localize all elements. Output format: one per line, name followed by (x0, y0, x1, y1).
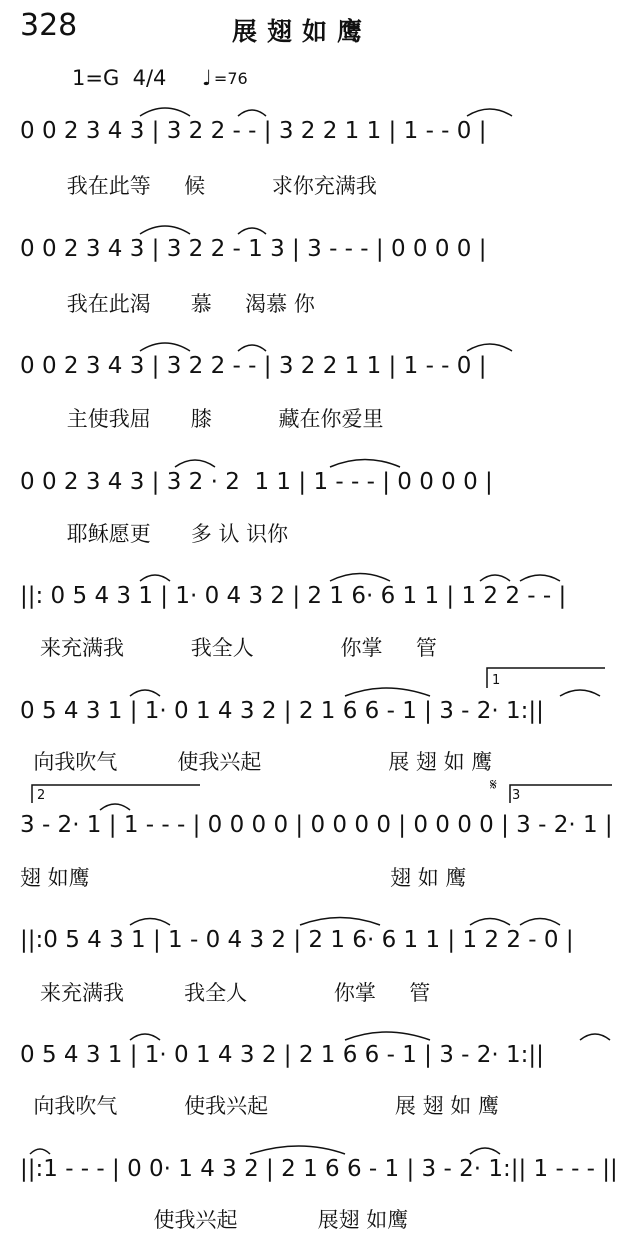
slur-mark (238, 110, 266, 116)
slur-mark (345, 1032, 430, 1040)
slur-mark (250, 1146, 345, 1154)
lyric-line-1: 我在此等 候 求你充满我 (20, 174, 377, 198)
notation-line-10: ||:1 - - - | 0 0· 1 4 3 2 | 2 1 6 6 - 1 | 3 - 2· 1:|| 1 - - - || (20, 1156, 618, 1182)
slur-mark (130, 919, 170, 926)
key-signature: 1=G 4/4 (72, 66, 167, 90)
lyric-line-2: 我在此渴 慕 渴慕 你 (20, 292, 315, 316)
notation-line-5: ||: 0 5 4 3 1 | 1· 0 4 3 2 | 2 1 6· 6 1 1 | 1 2 2 - - | (20, 583, 567, 609)
slur-mark (130, 690, 160, 696)
lyric-line-5: 来充满我 我全人 你掌 管 (20, 636, 437, 660)
slur-mark (470, 1148, 500, 1154)
slur-mark (238, 228, 266, 234)
svg-text:1: 1 (492, 673, 501, 688)
notation-line-7: 3 - 2· 1 | 1 - - - | 0 0 0 0 | 0 0 0 0 | 0 0 0 0 | 3 - 2· 1 | (20, 812, 613, 838)
song-title: 展翅如鹰 (232, 17, 373, 46)
slur-mark (140, 108, 190, 116)
tempo-value: =76 (213, 69, 248, 88)
notation-line-2: 0 0 2 3 4 3 | 3 2 2 - 1 3 | 3 - - - | 0 0 0 0 | (20, 236, 487, 262)
slur-mark (30, 1149, 50, 1154)
slur-mark (130, 1034, 160, 1040)
notation-line-9: 0 5 4 3 1 | 1· 0 1 4 3 2 | 2 1 6 6 - 1 | 3 - 2· 1:|| (20, 1042, 544, 1068)
slur-mark (140, 343, 190, 351)
slur-mark (175, 460, 215, 467)
slur-mark (140, 575, 170, 581)
lyric-line-7: 翅 如鹰 翅 如 鹰 (20, 866, 467, 890)
slur-mark (580, 1034, 610, 1040)
notation-line-8: ||:0 5 4 3 1 | 1 - 0 4 3 2 | 2 1 6· 6 1 1 | 1 2 2 - 0 | (20, 927, 574, 953)
slur-mark (560, 690, 600, 696)
notation-line-1: 0 0 2 3 4 3 | 3 2 2 - - | 3 2 2 1 1 | 1 - - 0 | (20, 118, 487, 144)
slur-mark (330, 460, 400, 468)
slur-mark (480, 575, 510, 581)
volta-bracket (32, 785, 200, 803)
slur-mark (470, 919, 510, 926)
slur-mark (467, 109, 512, 116)
slur-mark (300, 918, 380, 926)
notation-line-4: 0 0 2 3 4 3 | 3 2 · 2 1 1 | 1 - - - | 0 0 0 0 | (20, 469, 493, 495)
volta-bracket (510, 785, 612, 803)
tempo-marking (202, 66, 248, 90)
slur-mark (345, 688, 430, 696)
notation-line-6: 0 5 4 3 1 | 1· 0 1 4 3 2 | 2 1 6 6 - 1 | 3 - 2· 1:|| (20, 698, 544, 724)
slur-mark (520, 919, 560, 926)
svg-text:2: 2 (37, 788, 46, 803)
lyric-line-10: 使我兴起 展翅 如鹰 (20, 1208, 409, 1232)
lyric-line-6: 向我吹气 使我兴起 展 翅 如 鹰 (20, 750, 493, 774)
slur-mark (238, 345, 266, 351)
slur-mark (330, 574, 390, 582)
slur-mark (140, 226, 190, 234)
volta-bracket (487, 668, 605, 688)
quarter-note-icon: ♩ (202, 66, 212, 90)
slur-mark (467, 344, 512, 351)
lyric-line-9: 向我吹气 使我兴起 展 翅 如 鹰 (20, 1094, 499, 1118)
page-number: 328 (20, 8, 78, 43)
notation-line-3: 0 0 2 3 4 3 | 3 2 2 - - | 3 2 2 1 1 | 1 - - 0 | (20, 353, 487, 379)
lyric-line-8: 来充满我 我全人 你掌 管 (20, 981, 431, 1005)
lyric-line-3: 主使我屈 膝 藏在你爱里 (20, 407, 384, 431)
slur-mark (100, 804, 130, 810)
svg-text:3: 3 (512, 788, 521, 803)
svg-text:𝄋: 𝄋 (490, 775, 497, 794)
slur-mark (520, 575, 560, 581)
lyric-line-4: 耶稣愿更 多 认 识你 (20, 522, 289, 546)
